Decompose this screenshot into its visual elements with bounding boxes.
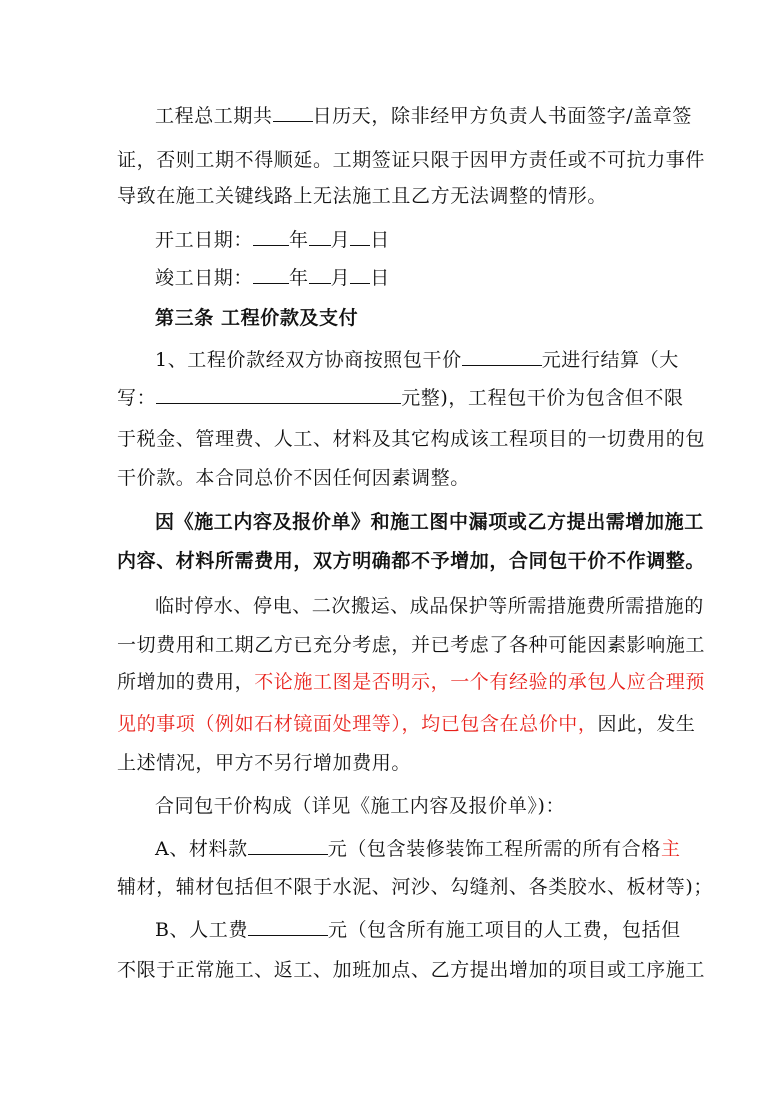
start-day-unit: 日 [370,229,390,251]
article-3-heading: 第三条 工程价款及支付 [155,307,359,329]
labor-label: B、人工费 [155,919,248,941]
material-line-2: 辅材，辅材包括但不限于水泥、河沙、勾缝剂、各类胶水、板材等)； [117,876,714,898]
end-month-unit: 月 [330,267,351,289]
labor-line-1 [155,917,681,942]
material-text: 元（包含装修装饰工程所需的所有合格 [327,838,661,860]
price-text-d: 元整)，工程包干价为包含但不限 [401,387,684,409]
end-day-blank [350,265,370,284]
end-month-blank [309,265,331,284]
measures-highlight-2: 见的事项（例如石材镜面处理等），均已包含在总价中， [117,713,598,735]
price-text-c: 写： [117,387,157,409]
duration-prefix: 工程总工期共 [155,105,273,127]
material-highlight: 主 [660,838,681,860]
bold-clause-line-1: 因《施工内容及报价单》和施工图中漏项或乙方提出需增加施工 [155,511,704,533]
bold-clause-line-2: 内容、材料所需费用，双方明确都不予增加，合同包干价不作调整。 [117,550,706,572]
start-date-label: 开工日期： [155,229,254,251]
start-year-blank [253,227,289,246]
measures-line-1: 临时停水、停电、二次搬运、成品保护等所需措施费所需措施的 [155,595,704,617]
start-date-line [155,227,390,252]
price-line-2 [117,385,684,410]
measures-text-b: 因此，发生 [597,713,696,735]
price-line-4: 干价款。本合同总价不因任何因素调整。 [117,467,470,489]
start-month-blank [309,227,331,246]
price-line-3: 于税金、管理费、人工、材料及其它构成该工程项目的一切费用的包 [117,428,706,450]
duration-blank [273,103,313,122]
price-text-a: 1、工程价款经双方协商按照包干价 [155,349,462,371]
measures-line-4 [117,712,696,736]
end-year-unit: 年 [289,267,309,289]
end-day-unit: 日 [370,267,390,289]
labor-text: 元（包含所有施工项目的人工费，包括但 [327,919,681,941]
duration-suffix: 日历天，除非经甲方负责人书面签字/盖章签 [312,105,693,127]
labor-blank [248,917,328,936]
price-text-b: 元进行结算（大 [541,349,679,371]
measures-line-2: 一切费用和工期乙方已充分考虑，并已考虑了各种可能因素影响施工 [117,634,706,656]
composition-heading: 合同包干价构成（详见《施工内容及报价单》)： [155,795,566,817]
end-date-line [155,265,390,290]
end-date-label: 竣工日期： [155,267,254,289]
duration-line-3: 导致在施工关键线路上无法施工且乙方无法调整的情形。 [117,185,608,207]
price-blank [462,347,542,366]
duration-line [155,103,692,128]
start-day-blank [350,227,370,246]
material-label: A、材料款 [155,838,248,860]
price-line-1 [155,347,679,372]
material-line-1 [155,836,681,861]
price-uppercase-blank [156,385,401,404]
measures-highlight-1: 不论施工图是否明示，一个有经验的承包人应合理预 [254,671,706,693]
duration-line-2: 证，否则工期不得顺延。工期签证只限于因甲方责任或不可抗力事件 [117,149,706,171]
measures-text-a: 所增加的费用， [117,671,255,693]
material-blank [248,836,328,855]
start-month-unit: 月 [330,229,351,251]
measures-line-5: 上述情况，甲方不另行增加费用。 [117,752,412,774]
measures-line-3 [117,670,705,694]
labor-line-2: 不限于正常施工、返工、加班加点、乙方提出增加的项目或工序施工 [117,959,706,981]
start-year-unit: 年 [289,229,309,251]
end-year-blank [253,265,289,284]
